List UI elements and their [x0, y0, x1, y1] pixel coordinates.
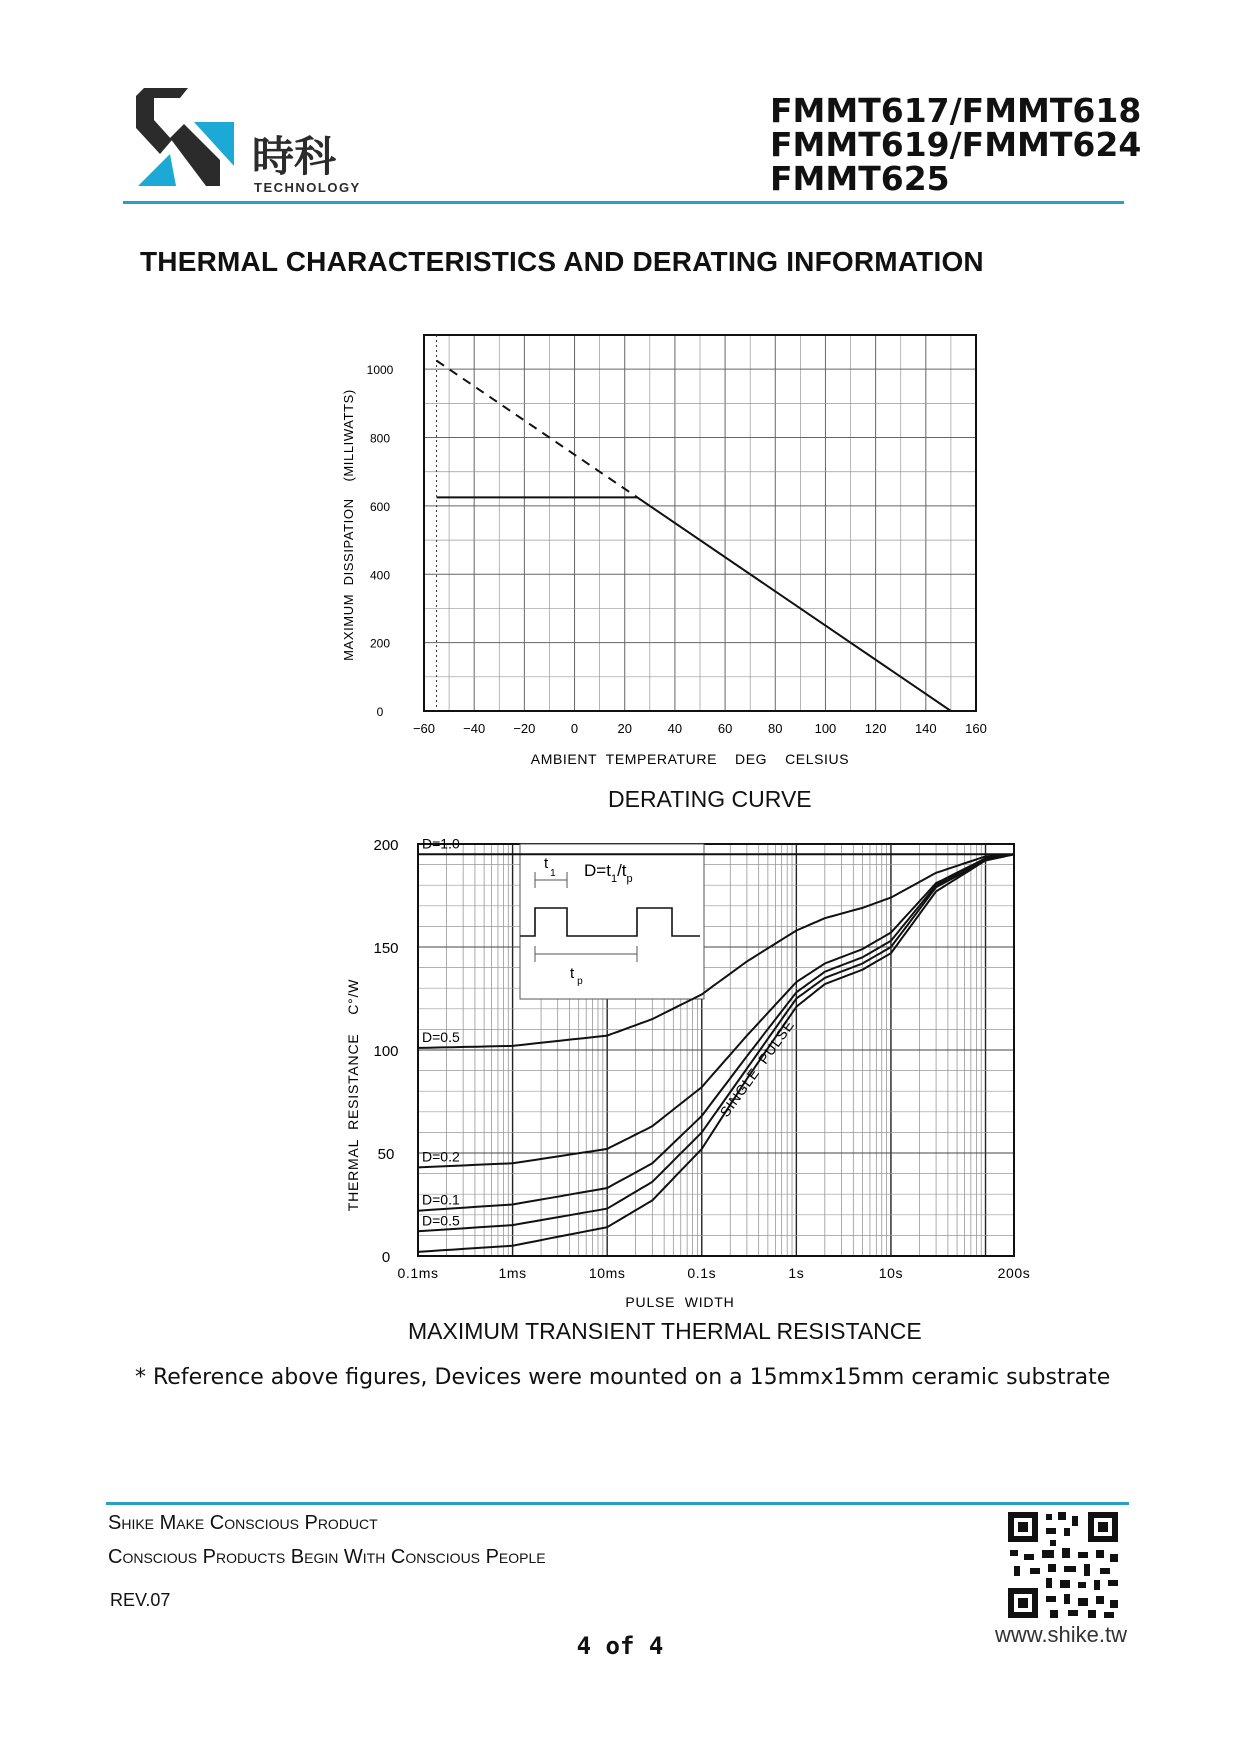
thermal-series-line — [418, 854, 1014, 1231]
derating-x-tick-label: 20 — [617, 721, 632, 736]
thermal-series-label: D=0.2 — [422, 1148, 460, 1165]
thermal-x-tick-label: 0.1s — [687, 1265, 717, 1281]
thermal-y-ticks — [373, 837, 398, 1266]
thermal-series-label: D=0.1 — [422, 1191, 460, 1208]
derating-y-tick-label: 0 — [376, 705, 384, 719]
derating-dashed-line — [437, 361, 638, 498]
thermal-y-tick-label: 50 — [377, 1146, 395, 1163]
thermal-chart-title: MAXIMUM TRANSIENT THERMAL RESISTANCE — [408, 1318, 922, 1344]
thermal-x-tick-label: 10s — [878, 1265, 904, 1281]
derating-curve-chart — [330, 325, 1090, 790]
thermal-y-axis-label: THERMAL RESISTANCE C°/W — [345, 978, 361, 1212]
derating-x-axis-label: AMBIENT TEMPERATURE DEG CELSIUS — [530, 751, 850, 767]
derating-y-ticks — [367, 363, 394, 719]
thermal-y-tick-label: 100 — [373, 1043, 399, 1060]
thermal-x-ticks — [397, 1265, 1030, 1281]
tp-label: t $_p$ — [570, 965, 583, 987]
t1-label: $t_1$ — [544, 855, 556, 879]
header-divider — [123, 201, 1124, 204]
thermal-x-tick-label: 10ms — [588, 1265, 626, 1281]
thermal-y-tick-label: 150 — [373, 940, 399, 957]
derating-y-tick-label: 200 — [369, 636, 391, 651]
derating-y-tick-label: 600 — [369, 499, 391, 514]
qr-code-icon — [1006, 1510, 1120, 1620]
derating-x-tick-label: 140 — [914, 721, 937, 736]
derating-x-tick-label: −60 — [412, 721, 436, 736]
derating-x-ticks — [413, 721, 987, 736]
derating-chart-title: DERATING CURVE — [608, 786, 812, 812]
footer-slogan-2: Conscious Products Begin With Conscious People — [108, 1546, 546, 1568]
thermal-series — [418, 854, 1014, 1252]
duty-cycle-formula: $D=t_1/t_p$ — [584, 861, 633, 885]
derating-solid-line — [437, 497, 951, 711]
part-number-line-1: FMMT617/FMMT618 — [770, 91, 1142, 130]
part-number-line-3: FMMT625 — [770, 159, 950, 198]
derating-x-tick-label: −40 — [463, 721, 486, 736]
footer-slogan-1: Shike Make Conscious Product — [108, 1512, 378, 1534]
thermal-series-labels — [422, 835, 460, 1228]
derating-series — [437, 361, 951, 711]
logo-text: 時科 — [252, 132, 337, 181]
derating-y-tick-label: 1000 — [366, 363, 394, 378]
thermal-x-tick-label: 1ms — [498, 1265, 527, 1281]
derating-x-tick-label: 100 — [814, 721, 837, 736]
derating-x-tick-label: 80 — [768, 721, 783, 736]
thermal-series-label: D=0.5 — [422, 1212, 460, 1229]
thermal-y-tick-label: 0 — [381, 1249, 391, 1266]
thermal-x-tick-label: 1s — [788, 1265, 805, 1281]
thermal-x-axis-label: PULSE WIDTH — [625, 1294, 735, 1310]
single-pulse-annotation: SINGLE PULSE — [716, 1016, 798, 1120]
company-logo-mark — [124, 82, 244, 194]
derating-y-axis-label: MAXIMUM DISSIPATION (MILLIWATTS) — [341, 389, 356, 661]
derating-x-tick-label: −20 — [513, 721, 536, 736]
derating-y-tick-label: 800 — [369, 431, 391, 446]
derating-x-tick-label: 60 — [717, 721, 733, 736]
thermal-series-label: D=1.0 — [422, 835, 460, 852]
revision-label: REV.07 — [110, 1590, 171, 1610]
derating-y-tick-label: 400 — [369, 568, 391, 583]
derating-x-tick-label: 0 — [570, 721, 579, 736]
section-title: THERMAL CHARACTERISTICS AND DERATING INFORMATION — [140, 246, 984, 277]
thermal-x-tick-label: 0.1ms — [397, 1265, 439, 1281]
derating-x-tick-label: 160 — [965, 721, 987, 736]
footer-divider — [106, 1502, 1129, 1505]
thermal-series-line — [418, 854, 1014, 1252]
thermal-y-tick-label: 200 — [373, 837, 399, 854]
thermal-x-tick-label: 200s — [997, 1265, 1031, 1281]
part-number-line-2: FMMT619/FMMT624 — [770, 125, 1142, 164]
logo-subtext: TECHNOLOGY — [254, 180, 361, 195]
mounting-footnote: * Reference above figures, Devices were mounted on a 15mmx15mm ceramic substrate — [135, 1365, 1111, 1390]
derating-grid — [424, 335, 976, 711]
duty-cycle-inset — [520, 844, 704, 999]
derating-x-tick-label: 120 — [864, 721, 887, 736]
transient-thermal-resistance-chart — [330, 830, 1110, 1320]
page-number: 4 of 4 — [576, 1632, 664, 1660]
thermal-series-label: D=0.5 — [422, 1028, 460, 1045]
thermal-series-line — [418, 854, 1014, 1048]
derating-x-tick-label: 40 — [667, 721, 683, 736]
website-url[interactable]: www.shike.tw — [995, 1622, 1128, 1647]
